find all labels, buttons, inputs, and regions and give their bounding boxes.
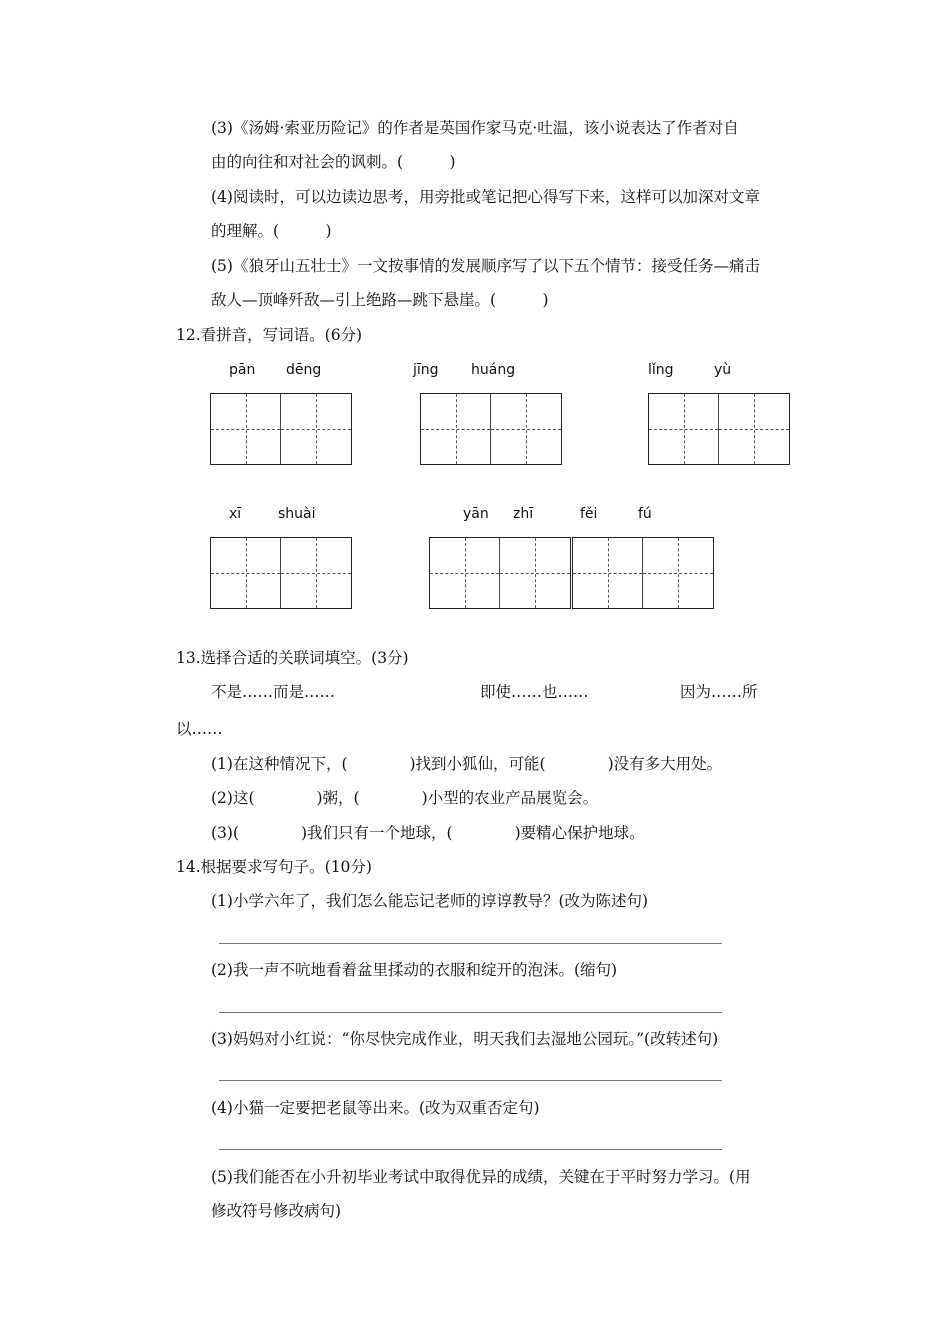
pinyin-fei: fěi bbox=[580, 506, 598, 522]
q11-item4-line1: (4)阅读时，可以边读边思考，用旁批或笔记把心得写下来，这样可以加深对文章 bbox=[211, 188, 760, 206]
grid-cell[interactable] bbox=[649, 394, 719, 464]
q13-option-3: 因为……所 bbox=[680, 683, 758, 701]
pinyin-zhi: zhī bbox=[513, 506, 534, 522]
q11-item5-line1: (5)《狼牙山五壮士》一文按事情的发展顺序写了以下五个情节：接受任务—痛击 bbox=[211, 257, 760, 275]
pinyin-pan: pān bbox=[229, 362, 256, 378]
grid-cell[interactable] bbox=[211, 538, 281, 608]
q14-sentence-3: (3)妈妈对小红说：“你尽快完成作业，明天我们去湿地公园玩。”(改转述句) bbox=[211, 1030, 719, 1048]
q12-title: 12.看拼音，写词语。(6分) bbox=[176, 326, 363, 344]
q13-option-3-cont: 以…… bbox=[176, 720, 223, 738]
q13-sentence-3: (3)( )我们只有一个地球，( )要精心保护地球。 bbox=[211, 824, 645, 842]
writing-grid-lingyu[interactable] bbox=[648, 393, 790, 465]
pinyin-fu: fú bbox=[638, 506, 652, 522]
grid-cell[interactable] bbox=[500, 538, 570, 608]
grid-cell[interactable] bbox=[491, 394, 561, 464]
q11-item5-line2: 敌人—顶峰歼敌—引上绝路—跳下悬崖。( ) bbox=[211, 291, 549, 309]
pinyin-ling: lǐng bbox=[648, 362, 674, 378]
grid-cell[interactable] bbox=[430, 538, 500, 608]
grid-cell[interactable] bbox=[281, 394, 351, 464]
q13-option-2: 即使……也…… bbox=[480, 683, 589, 701]
q14-sentence-2: (2)我一声不吭地看着盆里揉动的衣服和绽开的泡沫。(缩句) bbox=[211, 961, 618, 979]
pinyin-yan: yān bbox=[463, 506, 489, 522]
pinyin-shuai: shuài bbox=[278, 506, 316, 522]
q13-sentence-1: (1)在这种情况下，( )找到小狐仙，可能( )没有多大用处。 bbox=[211, 755, 723, 773]
pinyin-deng: dēng bbox=[286, 362, 322, 378]
pinyin-yu: yù bbox=[714, 362, 732, 378]
grid-cell[interactable] bbox=[643, 538, 713, 608]
q14-sentence-5-line2: 修改符号修改病句) bbox=[211, 1202, 342, 1220]
q11-item3-line2: 由的向往和对社会的讽刺。( ) bbox=[211, 153, 456, 171]
pinyin-xi: xī bbox=[229, 506, 242, 522]
q11-item4-line2: 的理解。( ) bbox=[211, 222, 332, 240]
q13-title: 13.选择合适的关联词填空。(3分) bbox=[176, 649, 409, 667]
writing-grid-xishuai[interactable] bbox=[210, 537, 352, 609]
grid-cell[interactable] bbox=[211, 394, 281, 464]
writing-grid-pandeng[interactable] bbox=[210, 393, 352, 465]
writing-grid-yanzhi[interactable] bbox=[429, 537, 571, 609]
q13-option-1: 不是……而是…… bbox=[211, 683, 336, 701]
q11-item3-line1: (3)《汤姆·索亚历险记》的作者是英国作家马克·吐温，该小说表达了作者对自 bbox=[211, 119, 739, 137]
answer-line-3[interactable] bbox=[219, 1080, 722, 1081]
grid-cell[interactable] bbox=[421, 394, 491, 464]
q14-sentence-1: (1)小学六年了，我们怎么能忘记老师的谆谆教导？(改为陈述句) bbox=[211, 892, 649, 910]
grid-cell[interactable] bbox=[573, 538, 643, 608]
writing-grid-feifu[interactable] bbox=[572, 537, 714, 609]
q14-sentence-5-line1: (5)我们能否在小升初毕业考试中取得优异的成绩，关键在于平时努力学习。(用 bbox=[211, 1168, 751, 1186]
writing-grid-jinghuang[interactable] bbox=[420, 393, 562, 465]
answer-line-4[interactable] bbox=[219, 1149, 722, 1150]
q14-sentence-4: (4)小猫一定要把老鼠等出来。(改为双重否定句) bbox=[211, 1099, 540, 1117]
q13-sentence-2: (2)这( )粥，( )小型的农业产品展览会。 bbox=[211, 789, 599, 807]
pinyin-huang: huáng bbox=[471, 362, 516, 378]
grid-cell[interactable] bbox=[719, 394, 789, 464]
answer-line-1[interactable] bbox=[219, 943, 722, 944]
grid-cell[interactable] bbox=[281, 538, 351, 608]
q14-title: 14.根据要求写句子。(10分) bbox=[176, 858, 372, 876]
answer-line-2[interactable] bbox=[219, 1012, 722, 1013]
pinyin-jing: jīng bbox=[413, 362, 439, 378]
